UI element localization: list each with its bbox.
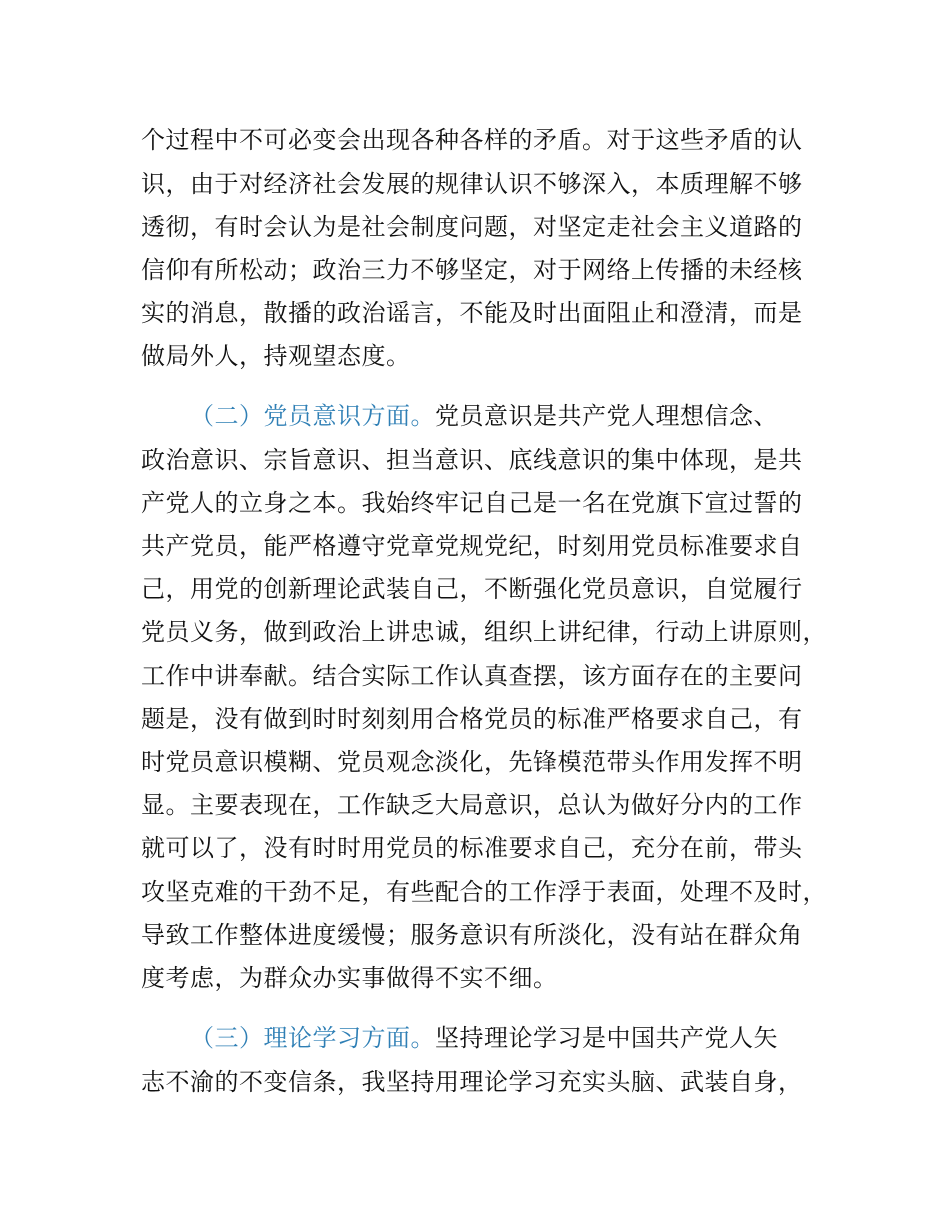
section-heading-2: （二）党员意识方面。 <box>190 402 435 430</box>
para2-line: 党员义务，做到政治上讲忠诚，组织上讲纪律，行动上讲原则， <box>141 618 827 646</box>
para1-line-2: 识，由于对经济社会发展的规律认识不够深入，本质理解不够 <box>141 170 803 198</box>
para2-line: 导致工作整体进度缓慢；服务意识有所淡化，没有站在群众角 <box>141 921 803 949</box>
para1-line-4: 信仰有所松动；政治三力不够坚定，对于网络上传播的未经核 <box>141 256 803 284</box>
para2-line: 攻坚克难的干劲不足，有些配合的工作浮于表面，处理不及时， <box>141 878 827 906</box>
para2-line: 就可以了，没有时时用党员的标准要求自己，充分在前，带头 <box>141 834 803 862</box>
para3-first-line-text: 坚持理论学习是中国共产党人矢 <box>435 1024 778 1052</box>
para3-line: 志不渝的不变信条，我坚持用理论学习充实头脑、武装自身， <box>141 1068 803 1096</box>
para2-line: 共产党员，能严格遵守党章党规党纪，时刻用党员标准要求自 <box>141 532 803 560</box>
para2-first-line <box>190 402 778 430</box>
para2-line: 度考虑，为群众办实事做得不实不细。 <box>141 964 558 992</box>
para1-line-3: 透彻，有时会认为是社会制度问题，对坚定走社会主义道路的 <box>141 213 803 241</box>
para2-first-line-text: 党员意识是共产党人理想信念、 <box>435 402 778 430</box>
para2-line: 显。主要表现在，工作缺乏大局意识，总认为做好分内的工作 <box>141 791 803 819</box>
para2-line: 时党员意识模糊、党员观念淡化，先锋模范带头作用发挥不明 <box>141 748 803 776</box>
para2-line: 产党人的立身之本。我始终牢记自己是一名在党旗下宣过誓的 <box>141 489 803 517</box>
para3-first-line <box>190 1024 778 1052</box>
para1-line-1: 个过程中不可必变会出现各种各样的矛盾。对于这些矛盾的认 <box>141 126 803 154</box>
section-heading-3: （三）理论学习方面。 <box>190 1024 435 1052</box>
para1-line-5: 实的消息，散播的政治谣言，不能及时出面阻止和澄清，而是 <box>141 299 803 327</box>
para2-line: 政治意识、宗旨意识、担当意识、底线意识的集中体现，是共 <box>141 446 803 474</box>
para2-line: 题是，没有做到时时刻刻用合格党员的标准严格要求自己，有 <box>141 705 803 733</box>
para2-line: 工作中讲奉献。结合实际工作认真查摆，该方面存在的主要问 <box>141 662 803 690</box>
para2-line: 己，用党的创新理论武装自己，不断强化党员意识，自觉履行 <box>141 575 803 603</box>
para1-line-6: 做局外人，持观望态度。 <box>141 342 411 370</box>
